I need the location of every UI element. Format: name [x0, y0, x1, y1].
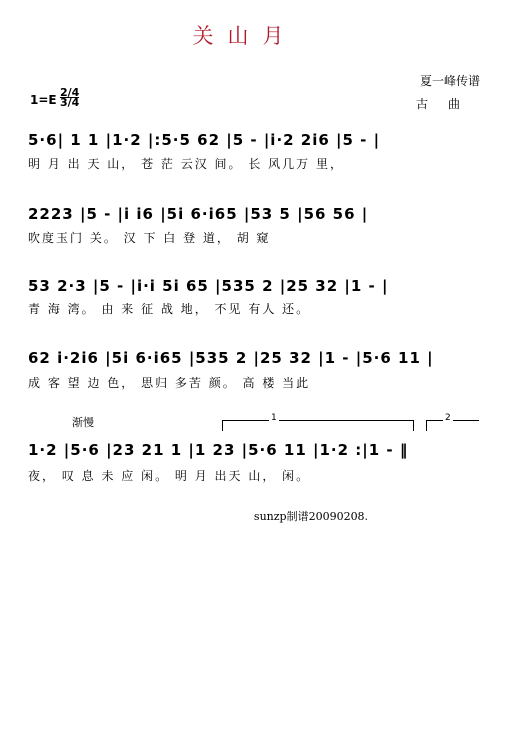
- notation-line-4: 62 i·2i6 |5i 6·i65 |535 2 |25 32 |1 - |5·6 11 |: [28, 349, 434, 367]
- lyric-line-3: 青 海 湾。 由 来 征 战 地， 不见 有人 还。: [28, 302, 311, 316]
- time-signature: [60, 88, 79, 107]
- volta-second-label: 2: [445, 413, 451, 423]
- lyric-line-1: 明 月 出 天 山， 苍 茫 云汉 间。 长 风几万 里，: [28, 157, 344, 171]
- song-title: 关山月: [192, 24, 298, 48]
- volta-bracket-first: [222, 413, 414, 431]
- notation-line-2: 2223 |5 - |i i6 |5i 6·i65 |53 5 |56 56 |: [28, 205, 369, 223]
- footer-credit: sunzp制谱20090208.: [253, 510, 369, 523]
- key-signature: 1=E: [30, 93, 57, 107]
- notation-line-3: 53 2·3 |5 - |i·i 5i 65 |535 2 |25 32 |1 - |: [28, 277, 389, 295]
- transcriber-credit: 夏一峰传谱: [419, 74, 480, 88]
- notation-line-5: 1·2 |5·6 |23 21 1 |1 23 |5·6 11 |1·2 :|1 - ‖: [28, 441, 409, 459]
- lyric-line-4: 成 客 望 边 色， 思归 多苦 颜。 高 楼 当此: [28, 376, 311, 390]
- genre-label: 古曲: [415, 97, 480, 111]
- time-signature-first: 2/4: [60, 86, 80, 99]
- notation-line-1: 5·6| 1 1 |1·2 |:5·5 62 |5 - |i·2 2i6 |5 - |: [28, 131, 381, 149]
- time-signature-second: 3/4: [60, 96, 80, 109]
- lyric-line-5: 夜， 叹 息 未 应 闲。 明 月 出天 山， 闲。: [28, 469, 311, 483]
- volta-bracket-second: [426, 413, 479, 431]
- volta-first-label: 1: [271, 413, 277, 423]
- lyric-line-2: 吹度玉门 关。 汉 下 白 登 道， 胡 窥: [28, 231, 271, 245]
- tempo-marking: 渐慢: [72, 416, 94, 429]
